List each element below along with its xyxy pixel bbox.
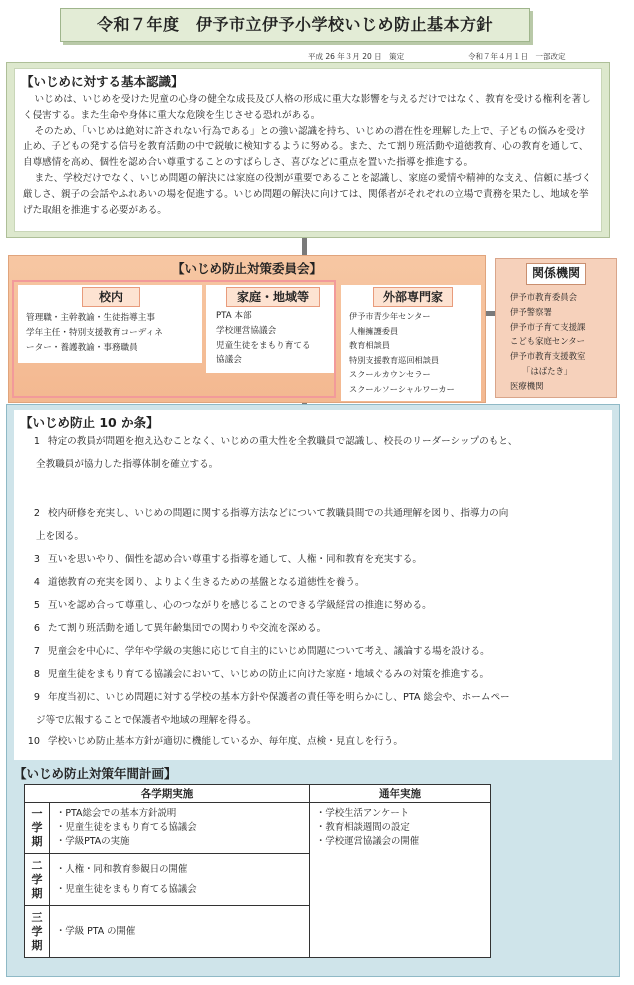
family-member-line: 協議会 bbox=[216, 355, 242, 366]
family-panel bbox=[206, 285, 334, 373]
experts-label: 外部専門家 bbox=[373, 287, 453, 307]
article-9 bbox=[22, 686, 606, 732]
family-member-line: 児童生徒をまもり育てる bbox=[216, 340, 311, 351]
related-item: 伊予警察署 bbox=[510, 306, 552, 317]
annual-plan-table bbox=[24, 784, 491, 958]
article-text: 互いを認め合って尊重し、心のつながりを感じることのできる学級経営の推進に努める。 bbox=[48, 600, 432, 611]
expert-line: 人権擁護委員 bbox=[349, 325, 399, 336]
expert-line: 特別支援教育巡回相談員 bbox=[349, 354, 440, 365]
article-7 bbox=[22, 640, 606, 663]
plan-item: ・教育相談週間の設定 bbox=[316, 822, 410, 833]
article-3 bbox=[22, 548, 606, 571]
basic-paragraph-2: そのため、「いじめは絶対に許されない行為である」との強い認識を持ち、いじめの潜在性を理解した上で、子どもの悩みを受け止め、子どもの発する信号を教育活動の中で鋭敏に検知するように努める。また、たて割り班活動や道徳教育、心の教育を通して、自尊感情を高め、個性を認め合い尊重することのすばらしさ、喜びなどに重点を置いた指導を推進する。 bbox=[23, 125, 589, 169]
family-members bbox=[216, 309, 311, 368]
plan-item: ・学級 PTA の開催 bbox=[56, 925, 136, 937]
article-number: 6 bbox=[33, 623, 40, 634]
article-text-cont: 上を図る。 bbox=[36, 531, 84, 542]
article-number: 3 bbox=[33, 554, 40, 565]
plan-item: ・児童生徒をまもり育てる協議会 bbox=[56, 822, 197, 833]
page-title: 令和７年度 伊予市立伊予小学校いじめ防止基本方針 bbox=[60, 8, 530, 42]
school-member-line: ーター・養護教諭・事務職員 bbox=[26, 342, 138, 353]
article-text: 互いを思いやり、個性を認め合い尊重する指導を通して、人権・同和教育を充実する。 bbox=[48, 554, 422, 565]
term-1-items bbox=[50, 803, 310, 854]
committee-title: 【いじめ防止対策委員会】 bbox=[171, 261, 322, 276]
article-text: 児童会を中心に、学年や学級の実態に応じて自主的にいじめ問題について考え、議論する場を設ける。 bbox=[48, 646, 490, 657]
related-item: 「はばたき」 bbox=[522, 365, 573, 376]
article-10 bbox=[22, 730, 606, 753]
school-member-line: 管理職・主幹教諭・生徒指導主事 bbox=[26, 313, 155, 323]
connector-top bbox=[302, 238, 307, 255]
article-4 bbox=[22, 571, 606, 594]
article-1 bbox=[22, 430, 606, 476]
annual-plan-heading: 【いじめ防止対策年間計画】 bbox=[14, 766, 177, 781]
experts-members bbox=[349, 309, 455, 397]
related-item: こども家庭センター bbox=[510, 336, 586, 347]
expert-line: 教育相談員 bbox=[349, 340, 390, 351]
article-text: 児童生徒をまもり育てる協議会において、いじめの防止に向けた家庭・地域ぐるみの対策を推進する。 bbox=[48, 669, 490, 680]
related-label: 関係機関 bbox=[531, 266, 580, 280]
article-number: 4 bbox=[33, 577, 40, 588]
article-number: 7 bbox=[33, 646, 40, 657]
ten-articles-heading: 【いじめ防止 10 か条】 bbox=[20, 415, 159, 430]
article-text: 年度当初に、いじめ問題に対する学校の基本方針や保護者の責任等を明らかにし、PTA 総会や、ホームペー bbox=[48, 692, 510, 703]
term-column-header: 各学期実施 bbox=[25, 785, 310, 803]
term-2-items bbox=[50, 854, 310, 906]
term-label: 三 学 期 bbox=[25, 906, 50, 958]
related-list bbox=[510, 290, 585, 394]
term-label: 二 学 期 bbox=[25, 854, 50, 906]
article-text: 道徳教育の充実を図り、よりよく生きるための基盤となる道徳性を養う。 bbox=[48, 577, 365, 588]
related-item: 伊予市教育支援教室 bbox=[510, 351, 586, 362]
school-label: 校内 bbox=[82, 287, 140, 307]
plan-item: ・学校運営協議会の開催 bbox=[316, 836, 420, 847]
related-item: 伊予市子育て支援課 bbox=[510, 321, 586, 332]
article-text: 校内研修を充実し、いじめの問題に関する指導方法などについて教職員間での共通理解を図り、指導力の向 bbox=[48, 508, 509, 519]
article-number: 2 bbox=[33, 508, 40, 519]
expert-line: スクールソーシャルワーカー bbox=[349, 383, 455, 394]
basic-paragraph-1: いじめは、いじめを受けた児童の心身の健全な成長及び人格の形成に重大な影響を与えるだけではなく、教育を受ける権利を著しく侵害する。また生命や身体に重大な危険を生じさせる恐れがある。 bbox=[23, 94, 591, 121]
article-number: 1 bbox=[33, 436, 40, 447]
article-2 bbox=[22, 502, 606, 548]
article-text: 学校いじめ防止基本方針が適切に機能しているか、毎年度、点検・見直しを行う。 bbox=[48, 736, 403, 747]
article-8 bbox=[22, 663, 606, 686]
year-column-header: 通年実施 bbox=[310, 785, 491, 803]
family-label: 家庭・地域等 bbox=[226, 287, 320, 307]
article-number: 9 bbox=[33, 692, 40, 703]
expert-line: 伊予市青少年センター bbox=[349, 311, 431, 321]
related-item: 伊予市教育委員会 bbox=[510, 292, 577, 302]
term-3-items bbox=[50, 906, 310, 958]
family-member-line: 学校運営協議会 bbox=[216, 325, 277, 336]
plan-item: ・人権・同和教育参観日の開催 bbox=[56, 863, 188, 875]
article-number: 10 bbox=[27, 736, 40, 747]
related-item: 医療機関 bbox=[510, 380, 544, 391]
ten-articles-section bbox=[14, 410, 612, 760]
article-text-cont: ジ等で広報することで保護者や地域の理解を得る。 bbox=[36, 715, 257, 726]
article-text: たて割り班活動を通して異年齢集団での関わりや交流を深める。 bbox=[48, 623, 327, 634]
basic-recognition-body bbox=[23, 92, 595, 218]
family-member-line: PTA 本部 bbox=[216, 311, 252, 321]
experts-panel bbox=[341, 285, 481, 401]
article-text: 特定の教員が問題を抱え込むことなく、いじめの重大性を全教職員で認識し、校長のリーダーシップのもと、 bbox=[48, 436, 518, 447]
plan-item: ・学級PTAの実施 bbox=[56, 836, 130, 847]
related-organizations bbox=[495, 258, 617, 398]
article-number: 5 bbox=[33, 600, 40, 611]
article-number: 8 bbox=[33, 669, 40, 680]
plan-item: ・児童生徒をまもり育てる協議会 bbox=[56, 883, 197, 895]
basic-recognition-heading: 【いじめに対する基本認識】 bbox=[21, 74, 184, 89]
school-members bbox=[26, 311, 163, 355]
year-items bbox=[310, 803, 491, 958]
plan-item: ・PTA総会での基本方針説明 bbox=[56, 808, 177, 819]
article-5 bbox=[22, 594, 606, 617]
plan-item: ・学校生活アンケート bbox=[316, 808, 410, 819]
basic-paragraph-3: また、学校だけでなく、いじめ問題の解決には家庭の役割が重要であることを認識し、家庭の愛情や精神的な支え、信頼に基づく厳しさ、親子の会話やふれあいの場を促進する。いじめ問題の解決に向けては、関係者がそれぞれの立場で責務を果たし、地域を挙げた取組を推進する必要がある。 bbox=[23, 172, 592, 216]
established-date: 平成 26 年３月 20 日 策定 bbox=[308, 52, 405, 61]
article-text-cont: 全教職員が協力した指導体制を確立する。 bbox=[36, 459, 219, 470]
school-panel bbox=[18, 285, 202, 363]
term-label: 一 学 期 bbox=[25, 803, 50, 854]
school-member-line: 学年主任・特別支援教育コーディネ bbox=[26, 327, 163, 338]
expert-line: スクールカウンセラー bbox=[349, 369, 431, 380]
revised-date: 令和７年４月１日 一部改定 bbox=[468, 52, 566, 61]
basic-recognition-section bbox=[14, 68, 602, 232]
article-6 bbox=[22, 617, 606, 640]
